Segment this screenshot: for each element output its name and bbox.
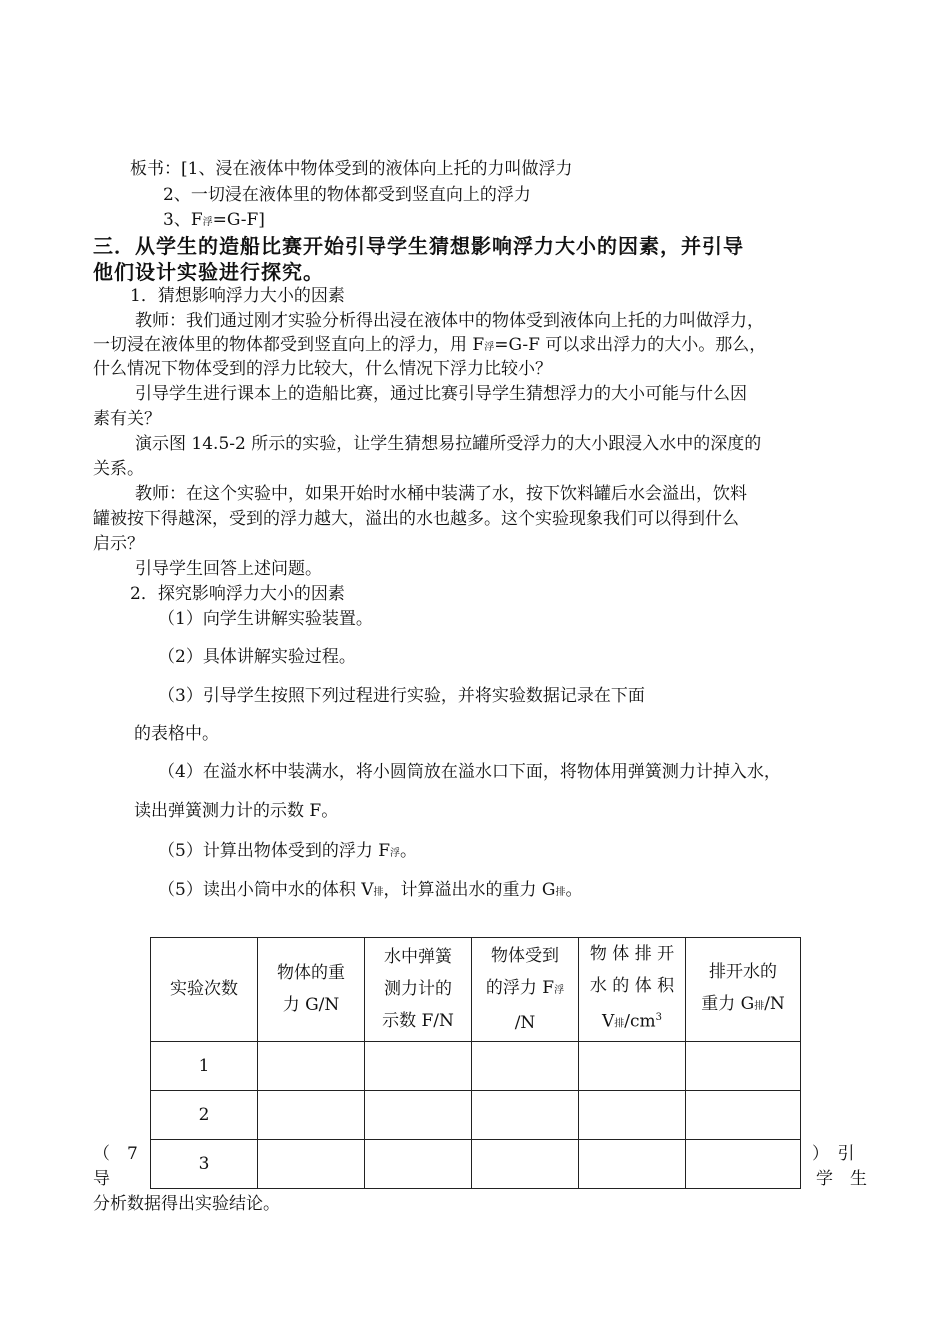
trial-number-cell: 2 — [151, 1090, 258, 1139]
table-row — [151, 1090, 801, 1139]
experiment-data-table — [150, 937, 801, 1189]
closing-right-part-1: ） 引 — [812, 1144, 855, 1164]
closing-right-part-2: 学 生 — [816, 1169, 867, 1189]
subsection-1-title: 1．猜想影响浮力大小的因素 — [130, 286, 345, 306]
empty-cell — [472, 1139, 579, 1188]
paragraph-3-line-2: 关系。 — [93, 459, 144, 479]
empty-cell — [686, 1090, 801, 1139]
trial-number-cell: 3 — [151, 1139, 258, 1188]
table-row — [151, 1041, 801, 1090]
empty-cell — [579, 1090, 686, 1139]
step-1: （1）向学生讲解实验装置。 — [158, 609, 373, 629]
step-3-line-2: 的表格中。 — [134, 724, 219, 744]
board-line-1: 板书：[1、浸在液体中物体受到的液体向上托的力叫做浮力 — [130, 159, 573, 179]
paragraph-1-line-1: 教师：我们通过刚才实验分析得出浸在液体中的物体受到液体向上托的力叫做浮力， — [135, 311, 764, 331]
empty-cell — [579, 1139, 686, 1188]
paragraph-2-line-1: 引导学生进行课本上的造船比赛，通过比赛引导学生猜想浮力的大小可能与什么因 — [135, 384, 747, 404]
paragraph-4-line-2: 罐被按下得越深，受到的浮力越大，溢出的水也越多。这个实验现象我们可以得到什么 — [93, 509, 739, 529]
section-heading-line-1: 三．从学生的造船比赛开始引导学生猜想影响浮力大小的因素，并引导 — [93, 234, 744, 258]
paragraph-4-line-3: 启示？ — [93, 534, 144, 554]
board-line-2: 2、一切浸在液体里的物体都受到竖直向上的浮力 — [163, 185, 531, 205]
empty-cell — [365, 1041, 472, 1090]
step-6: （5）读出小筒中水的体积 V排，计算溢出水的重力 G排。 — [158, 880, 583, 900]
table-row — [151, 1139, 801, 1188]
paragraph-1-line-2: 一切浸在液体里的物体都受到竖直向上的浮力，用 F浮=G-F 可以求出浮力的大小。那么， — [93, 335, 767, 355]
section-heading-line-2: 他们设计实验进行探究。 — [93, 260, 324, 284]
header-spring-scale-reading: 水中弹簧 测力计的 示数 F/N — [365, 938, 472, 1042]
empty-cell — [258, 1041, 365, 1090]
board-line-3: 3、F浮=G-F] — [163, 210, 265, 230]
empty-cell — [472, 1090, 579, 1139]
step-2: （2）具体讲解实验过程。 — [158, 647, 356, 667]
empty-cell — [686, 1139, 801, 1188]
trial-number-cell: 1 — [151, 1041, 258, 1090]
header-displaced-water-weight: 排开水的 重力 G排/N — [686, 938, 801, 1042]
paragraph-1-line-3: 什么情况下物体受到的浮力比较大，什么情况下浮力比较小？ — [93, 359, 552, 379]
header-trial-number: 实验次数 — [151, 938, 258, 1042]
paragraph-2-line-2: 素有关？ — [93, 409, 161, 429]
empty-cell — [258, 1090, 365, 1139]
closing-left-part-1: （ 7 — [93, 1144, 138, 1164]
table-header-row — [151, 938, 801, 1042]
paragraph-4-line-1: 教师：在这个实验中，如果开始时水桶中装满了水，按下饮料罐后水会溢出，饮料 — [135, 484, 747, 504]
paragraph-5: 引导学生回答上述问题。 — [135, 559, 322, 579]
closing-left-part-2: 导 — [93, 1169, 110, 1189]
empty-cell — [579, 1041, 686, 1090]
step-4-line-2: 读出弹簧测力计的示数 F。 — [134, 801, 339, 821]
header-buoyant-force: 物体受到 的浮力 F浮 /N — [472, 938, 579, 1042]
step-4-line-1: （4）在溢水杯中装满水，将小圆筒放在溢水口下面，将物体用弹簧测力计掉入水， — [158, 762, 781, 782]
empty-cell — [472, 1041, 579, 1090]
subsection-2-title: 2．探究影响浮力大小的因素 — [130, 584, 345, 604]
paragraph-3-line-1: 演示图 14.5-2 所示的实验，让学生猜想易拉罐所受浮力的大小跟浸入水中的深度的 — [135, 434, 762, 454]
empty-cell — [258, 1139, 365, 1188]
step-5: （5）计算出物体受到的浮力 F浮。 — [158, 841, 418, 861]
step-3-line-1: （3）引导学生按照下列过程进行实验，并将实验数据记录在下面 — [158, 686, 645, 706]
empty-cell — [365, 1090, 472, 1139]
closing-conclusion-line: 分析数据得出实验结论。 — [93, 1194, 280, 1214]
header-object-weight: 物体的重 力 G/N — [258, 938, 365, 1042]
empty-cell — [686, 1041, 801, 1090]
header-displaced-volume: 物 体 排 开 水 的 体 积 V排$/cm^3$ — [579, 938, 686, 1042]
empty-cell — [365, 1139, 472, 1188]
